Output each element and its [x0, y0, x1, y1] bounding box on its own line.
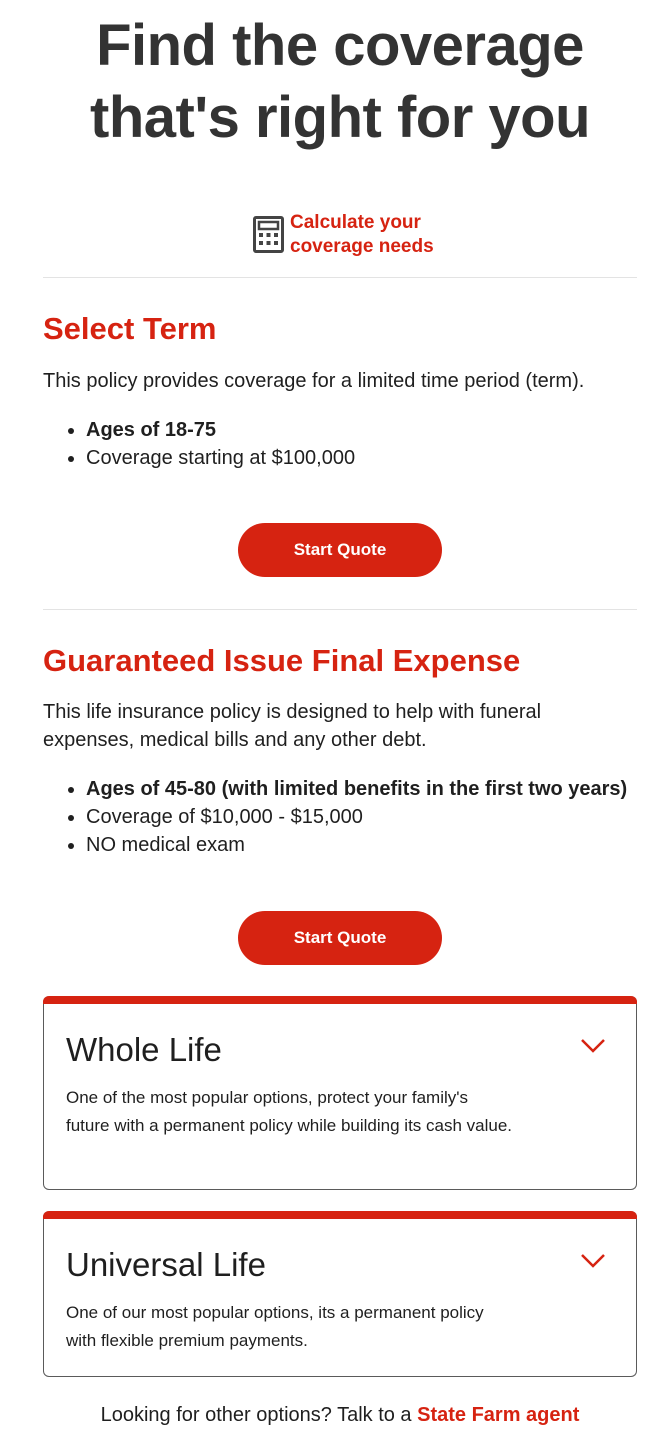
section-title-select-term: Select Term	[43, 311, 217, 346]
card-title: Whole Life	[66, 1031, 222, 1068]
page-title: Find the coverage that's right for you	[90, 13, 590, 150]
chevron-down-icon[interactable]	[580, 1038, 606, 1054]
card-accent-bar	[43, 996, 637, 1004]
card-accent-bar	[43, 1211, 637, 1219]
section-title-final-expense: Guaranteed Issue Final Expense	[43, 643, 521, 678]
start-quote-button-final-expense[interactable]: Start Quote	[238, 911, 442, 965]
feature-item: • Coverage of $10,000 - $15,000	[86, 803, 627, 831]
feature-list	[43, 775, 627, 859]
feature-item: • NO medical exam	[86, 831, 627, 859]
calculate-coverage-link[interactable]	[253, 211, 450, 259]
feature-item: • Ages of 45-80 (with limited benefits in the first two years)	[86, 775, 627, 803]
card-description: One of the most popular options, protect your family's future with a permanent policy while building its cash value.	[66, 1088, 513, 1135]
chevron-down-icon[interactable]	[580, 1253, 606, 1269]
section-description: This life insurance policy is designed to help with funeral expenses, medical bills and any other debt.	[43, 701, 542, 751]
whole-life-card[interactable]	[43, 996, 637, 1190]
card-description: One of our most popular options, its a permanent policy with flexible premium payments.	[66, 1303, 484, 1350]
calculator-icon	[253, 216, 284, 253]
feature-item: • Ages of 18-75	[86, 416, 355, 444]
footer-text	[43, 1401, 637, 1429]
divider	[43, 277, 637, 278]
section-description: This policy provides coverage for a limited time period (term).	[43, 370, 585, 392]
universal-life-card[interactable]	[43, 1211, 637, 1377]
divider	[43, 609, 637, 610]
footer-prompt: Looking for other options? Talk to a	[100, 1404, 412, 1426]
calculate-coverage-label: Calculate your coverage needs	[290, 212, 434, 257]
feature-item: • Coverage starting at $100,000	[86, 444, 355, 472]
start-quote-button-term[interactable]: Start Quote	[238, 523, 442, 577]
state-farm-agent-link[interactable]: State Farm agent	[417, 1404, 580, 1426]
card-title: Universal Life	[66, 1246, 266, 1283]
feature-list	[43, 416, 355, 472]
page-content	[43, 0, 637, 1426]
